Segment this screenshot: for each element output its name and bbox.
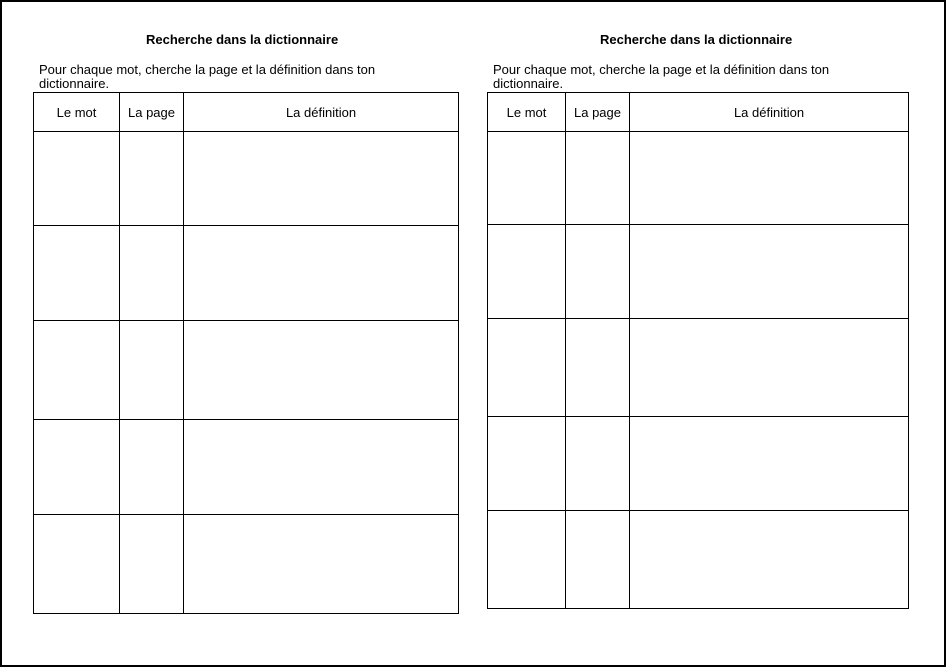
word-cell[interactable] — [488, 319, 566, 417]
worksheet-instructions: Pour chaque mot, cherche la page et la définition dans ton dictionnaire. — [493, 62, 830, 91]
page-cell[interactable] — [120, 132, 184, 226]
column-header-word: Le mot — [488, 93, 566, 132]
table-row — [488, 319, 909, 417]
worksheet-title: Recherche dans la dictionnaire — [146, 32, 339, 47]
word-cell[interactable] — [34, 515, 120, 614]
word-cell[interactable] — [488, 417, 566, 511]
table-header-row — [488, 93, 909, 132]
word-cell[interactable] — [34, 321, 120, 420]
table-row — [34, 226, 459, 321]
table-row — [488, 511, 909, 609]
page-cell[interactable] — [120, 226, 184, 321]
page-cell[interactable] — [566, 511, 630, 609]
definition-table — [487, 92, 909, 609]
definition-cell[interactable] — [184, 132, 459, 226]
column-header-definition: La définition — [184, 93, 459, 132]
column-header-word: Le mot — [34, 93, 120, 132]
table-header-row — [34, 93, 459, 132]
word-cell[interactable] — [488, 511, 566, 609]
definition-cell[interactable] — [184, 226, 459, 321]
word-cell[interactable] — [488, 132, 566, 225]
table-row — [488, 417, 909, 511]
definition-cell[interactable] — [184, 321, 459, 420]
definition-table — [33, 92, 459, 614]
definition-cell[interactable] — [630, 511, 909, 609]
page-cell[interactable] — [566, 319, 630, 417]
page-cell[interactable] — [120, 515, 184, 614]
page-cell[interactable] — [566, 225, 630, 319]
definition-cell[interactable] — [184, 420, 459, 515]
page-cell[interactable] — [566, 417, 630, 511]
definition-cell[interactable] — [184, 515, 459, 614]
table-row — [34, 515, 459, 614]
word-cell[interactable] — [488, 225, 566, 319]
table-row — [34, 132, 459, 226]
column-header-page: La page — [566, 93, 630, 132]
table-row — [488, 225, 909, 319]
word-cell[interactable] — [34, 132, 120, 226]
page-cell[interactable] — [120, 420, 184, 515]
worksheet-instructions: Pour chaque mot, cherche la page et la définition dans ton dictionnaire. — [39, 62, 376, 91]
word-cell[interactable] — [34, 226, 120, 321]
definition-cell[interactable] — [630, 417, 909, 511]
worksheet-title: Recherche dans la dictionnaire — [600, 32, 793, 47]
table-row — [488, 132, 909, 225]
column-header-definition: La définition — [630, 93, 909, 132]
column-header-page: La page — [120, 93, 184, 132]
page-cell[interactable] — [566, 132, 630, 225]
table-row — [34, 420, 459, 515]
definition-cell[interactable] — [630, 225, 909, 319]
table-row — [34, 321, 459, 420]
definition-cell[interactable] — [630, 319, 909, 417]
page-cell[interactable] — [120, 321, 184, 420]
word-cell[interactable] — [34, 420, 120, 515]
definition-cell[interactable] — [630, 132, 909, 225]
